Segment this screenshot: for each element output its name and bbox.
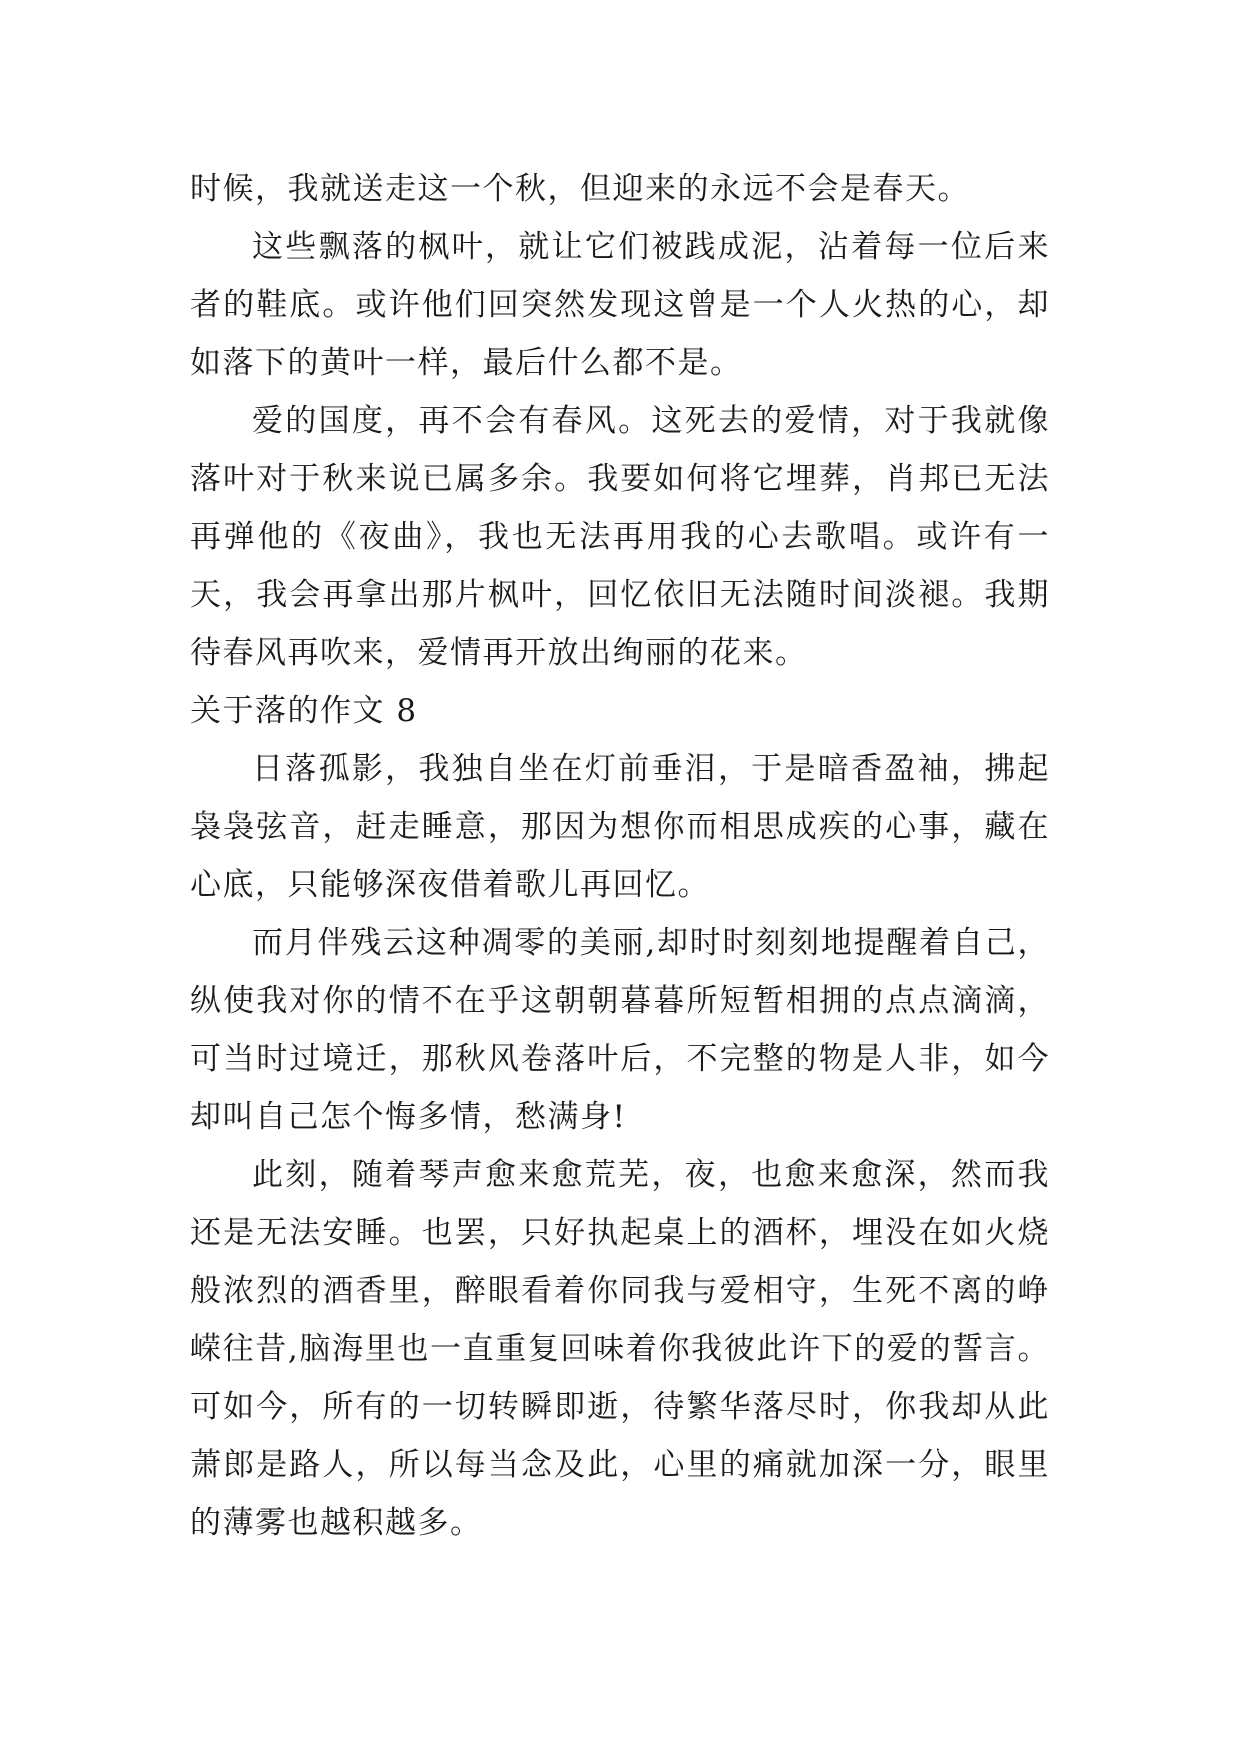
document-body <box>190 160 1050 1552</box>
paragraph-sunset: 日落孤影，我独自坐在灯前垂泪，于是暗香盈袖，拂起袅袅弦音，赶走睡意，那因为想你而相思成疾的心事，藏在心底，只能够深夜借着歌儿再回忆。 <box>190 751 1050 903</box>
continuation-paragraph: 时候，我就送走这一个秋，但迎来的永远不会是春天。 <box>190 171 970 207</box>
paragraph-moon-clouds: 而月伴残云这种凋零的美丽,却时时刻刻地提醒着自己，纵使我对你的情不在乎这朝朝暮暮所短暂相拥的点点滴滴，可当时过境迁，那秋风卷落叶后，不完整的物是人非，如今却叫自己怎个悔多情，愁满身! <box>190 925 1050 1135</box>
essay-heading: 关于落的作文 8 <box>190 693 418 729</box>
paragraph-kingdom-of-love: 爱的国度，再不会有春风。这死去的爱情，对于我就像落叶对于秋来说已属多余。我要如何将它埋葬，肖邦已无法再弹他的《夜曲》，我也无法再用我的心去歌唱。或许有一天，我会再拿出那片枫叶，回忆依旧无法随时间淡褪。我期待春风再吹来，爱情再开放出绚丽的花来。 <box>190 403 1050 671</box>
paragraph-this-moment: 此刻，随着琴声愈来愈荒芜，夜，也愈来愈深，然而我还是无法安睡。也罢，只好执起桌上的酒杯，埋没在如火烧般浓烈的酒香里，醉眼看着你同我与爱相守，生死不离的峥嵘往昔,脑海里也一直重复回味着你我彼此许下的爱的誓言。可如今，所有的一切转瞬即逝，待繁华落尽时，你我却从此萧郎是路人，所以每当念及此，心里的痛就加深一分，眼里的薄雾也越积越多。 <box>190 1157 1050 1541</box>
paragraph-maple-leaves: 这些飘落的枫叶，就让它们被践成泥，沾着每一位后来者的鞋底。或许他们回突然发现这曾是一个人火热的心，却如落下的黄叶一样，最后什么都不是。 <box>190 229 1050 381</box>
